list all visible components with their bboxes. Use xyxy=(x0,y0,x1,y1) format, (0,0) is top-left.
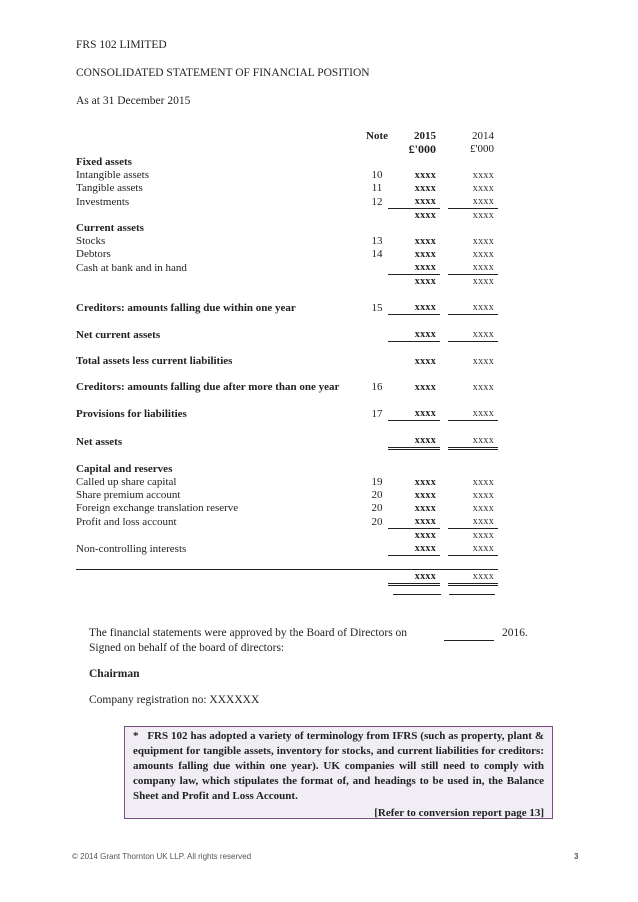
current-assets-heading: Current assets xyxy=(76,222,144,234)
row-note: 14 xyxy=(371,248,383,260)
value-2014: xxxx xyxy=(448,434,498,449)
row-label: Net assets xyxy=(76,435,123,448)
row-note: 10 xyxy=(371,169,383,181)
value-2014: xxxx xyxy=(448,328,498,342)
total-equity-row xyxy=(76,570,498,585)
callout-reference: [Refer to conversion report page 13] xyxy=(374,807,544,819)
row-label: Intangible assets xyxy=(76,169,150,181)
table-row xyxy=(76,235,498,248)
value-2015: xxxx xyxy=(414,382,436,393)
approval-year: 2016. xyxy=(502,627,528,639)
row-label: Creditors: amounts falling due within one year xyxy=(76,301,296,314)
row-label: Cash at bank and in hand xyxy=(76,261,187,274)
value-2014: xxxx xyxy=(448,195,498,209)
value-2014: xxxx xyxy=(448,542,498,556)
row-note: 17 xyxy=(371,407,383,420)
value-2015: xxxx xyxy=(414,530,436,541)
value-2015: xxxx xyxy=(414,477,436,488)
total-rule-2015 xyxy=(393,594,441,595)
table-row xyxy=(76,542,498,556)
row-note: 13 xyxy=(371,235,383,247)
value-2015: xxxx xyxy=(414,249,436,260)
value-2014: xxxx xyxy=(448,407,498,421)
table-row xyxy=(76,248,498,261)
row-label: Called up share capital xyxy=(76,476,177,488)
value-2014: xxxx xyxy=(472,503,494,514)
row-label: Creditors: amounts falling due after more than one year xyxy=(76,381,340,393)
row-label: Net current assets xyxy=(76,328,161,341)
row-note: 16 xyxy=(371,381,383,393)
year-2014-header: 2014 xyxy=(472,130,494,142)
unit-2015-header: £'000 xyxy=(408,142,436,156)
unit-2014-header: £'000 xyxy=(470,143,494,155)
row-label: Debtors xyxy=(76,248,111,260)
value-2014: xxxx xyxy=(448,515,498,529)
value-2015: xxxx xyxy=(414,183,436,194)
chairman-label: Chairman xyxy=(89,668,140,680)
row-label: Stocks xyxy=(76,235,106,247)
callout-text: FRS 102 has adopted a variety of terminology from IFRS (such as property, plant & equipment for tangible assets, inventory for stocks, and current liabilities for creditors: amounts falling due within one year). UK companies will still need to comply with company law, which stipulates the format of, and headings to be used in, the Balance Sheet and Profit and Loss Account. xyxy=(133,730,544,802)
row-note: 12 xyxy=(371,195,383,208)
approval-statement: The financial statements were approved by the Board of Directors on xyxy=(89,627,408,639)
value-2014: xxxx xyxy=(472,249,494,260)
row-note: 20 xyxy=(371,489,383,501)
statement-title: CONSOLIDATED STATEMENT OF FINANCIAL POSITION xyxy=(76,67,370,79)
value-2015: xxxx xyxy=(388,515,440,529)
value-2014: xxxx xyxy=(472,170,494,181)
value-2014: xxxx xyxy=(448,570,498,585)
footer-copyright: © 2014 Grant Thornton UK LLP. All rights reserved xyxy=(72,852,252,861)
capital-reserves-heading: Capital and reserves xyxy=(76,463,173,475)
value-2014: xxxx xyxy=(472,183,494,194)
fixed-assets-heading: Fixed assets xyxy=(76,156,132,168)
total-rule-2014 xyxy=(449,594,495,595)
row-note: 19 xyxy=(371,476,383,488)
value-2015: xxxx xyxy=(388,407,440,421)
row-label: Foreign exchange translation reserve xyxy=(76,502,239,514)
table-row xyxy=(76,182,498,195)
row-label: Total assets less current liabilities xyxy=(76,355,233,367)
table-row xyxy=(76,381,498,394)
row-note: 15 xyxy=(371,301,383,314)
row-label: Provisions for liabilities xyxy=(76,407,187,420)
row-label: Investments xyxy=(76,195,130,208)
year-2015-header: 2015 xyxy=(414,130,436,142)
value-2015: xxxx xyxy=(414,236,436,247)
value-2015: xxxx xyxy=(414,276,436,287)
row-note xyxy=(366,261,388,275)
row-label: Tangible assets xyxy=(76,182,143,194)
value-2015: xxxx xyxy=(414,170,436,181)
value-2014: xxxx xyxy=(472,210,494,221)
value-2014: xxxx xyxy=(448,301,498,315)
subtotal-row xyxy=(76,275,498,289)
value-2014: xxxx xyxy=(472,356,494,367)
value-2015: xxxx xyxy=(388,328,440,342)
value-2014: xxxx xyxy=(472,477,494,488)
company-registration: Company registration no: XXXXXX xyxy=(89,694,260,706)
asterisk-marker: * xyxy=(133,730,139,742)
table-row xyxy=(76,515,498,529)
value-2015: xxxx xyxy=(388,261,440,275)
value-2014: xxxx xyxy=(448,261,498,275)
table-row xyxy=(76,169,498,182)
value-2015: xxxx xyxy=(388,434,440,449)
table-row xyxy=(76,489,498,502)
approval-date-line xyxy=(444,640,494,641)
row-note: 20 xyxy=(371,502,383,514)
value-2015: xxxx xyxy=(388,542,440,556)
row-label: Share premium account xyxy=(76,489,181,501)
section-heading-row xyxy=(76,463,498,476)
subtotal-row xyxy=(76,209,498,223)
table-row xyxy=(76,355,498,368)
table-row xyxy=(76,476,498,489)
row-label: Profit and loss account xyxy=(76,515,177,528)
table-row xyxy=(76,301,498,315)
company-name: FRS 102 LIMITED xyxy=(76,39,167,51)
section-heading-row xyxy=(76,222,498,235)
net-assets-row xyxy=(76,434,498,449)
value-2015: xxxx xyxy=(388,195,440,209)
value-2014: xxxx xyxy=(472,382,494,393)
unit-header-row xyxy=(76,143,498,156)
row-label: Non-controlling interests xyxy=(76,542,187,555)
value-2015: xxxx xyxy=(388,301,440,315)
value-2014: xxxx xyxy=(472,530,494,541)
value-2015: xxxx xyxy=(414,490,436,501)
signed-on-behalf: Signed on behalf of the board of directors: xyxy=(89,642,285,654)
table-row xyxy=(76,502,498,515)
table-row xyxy=(76,195,498,209)
note-column-header: Note xyxy=(366,130,388,142)
value-2015: xxxx xyxy=(414,356,436,367)
table-row xyxy=(76,328,498,342)
value-2015: xxxx xyxy=(414,210,436,221)
terminology-callout xyxy=(124,726,553,819)
table-row xyxy=(76,407,498,421)
value-2014: xxxx xyxy=(472,490,494,501)
financial-position-table xyxy=(76,130,498,586)
value-2015: xxxx xyxy=(414,503,436,514)
value-2014: xxxx xyxy=(472,236,494,247)
page-number: 3 xyxy=(574,852,579,861)
row-note: 20 xyxy=(371,515,383,528)
row-note: 11 xyxy=(371,182,383,194)
table-row xyxy=(76,261,498,275)
subtotal-row xyxy=(76,529,498,543)
section-heading-row xyxy=(76,156,498,169)
value-2015: xxxx xyxy=(388,570,440,585)
value-2014: xxxx xyxy=(472,276,494,287)
statement-date: As at 31 December 2015 xyxy=(76,95,191,107)
